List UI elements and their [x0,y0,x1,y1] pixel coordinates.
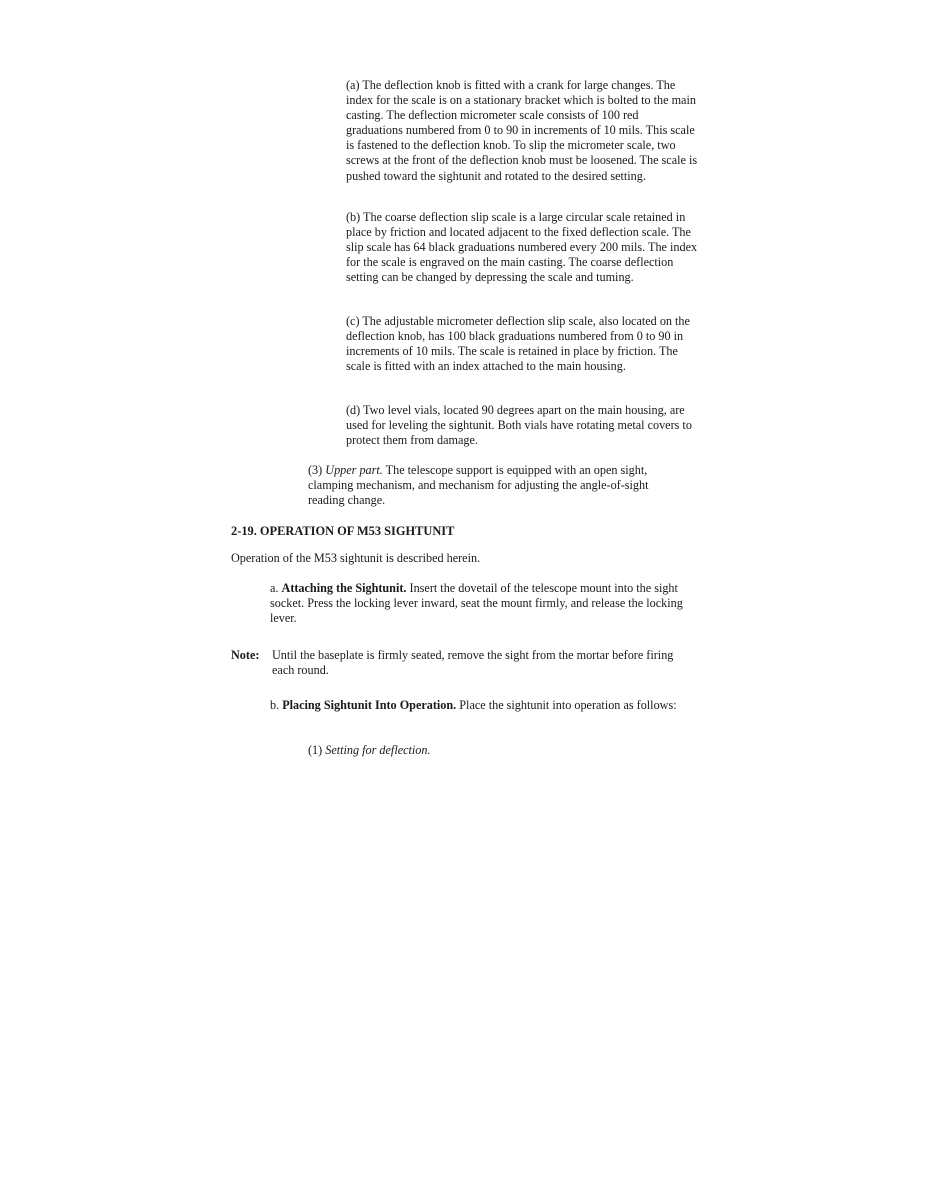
upper-part-number: (3) [308,463,326,477]
step-b-text: Place the sightunit into operation as follows: [456,698,677,712]
section-heading: 2-19. OPERATION OF M53 SIGHTUNIT [231,524,455,538]
paragraph-placing-sightunit [270,698,700,713]
note-label: Note: [231,648,260,662]
upper-part-title: Upper part. [325,463,383,477]
setting-number: (1) [308,743,326,757]
paragraph-attaching-sightunit [270,581,700,626]
upper-part-text: The telescope support is equipped with an open sight, clamping mechanism, and mechanism for adjusting the angle-of-sight reading change. [308,463,649,508]
paragraph-upper-part [308,463,678,508]
paragraph-level-vials: (d) Two level vials, located 90 degrees apart on the main housing, are used for leveling the sightunit. Both vials have rotating metal covers to protect them from damage. [346,403,692,448]
step-b-title: Placing Sightunit Into Operation. [282,698,457,712]
section-intro: Operation of the M53 sightunit is described herein. [231,551,481,565]
step-a-text: Insert the dovetail of the telescope mount into the sight socket. Press the locking lever inward, seat the mount firmly, and release the locking lever. [270,581,683,626]
step-a-title: Attaching the Sightunit. [281,581,407,595]
paragraph-setting-for-deflection [308,743,678,758]
step-a-prefix: a. [270,581,282,595]
paragraph-adjustable-micrometer-slip-scale: (c) The adjustable micrometer deflection slip scale, also located on the deflection knob, has 100 black graduations numbered from 0 to 90 in increments of 10 mils. The scale is retained in place by friction. The scale is fitted with an index attached to the main housing. [346,314,690,374]
setting-title: Setting for deflection. [325,743,431,757]
note-text: Until the baseplate is firmly seated, remove the sight from the mortar before firing each round. [272,648,674,678]
paragraph-deflection-knob: (a) The deflection knob is fitted with a crank for large changes. The index for the scale is on a stationary bracket which is bolted to the main casting. The deflection micrometer scale consists of 100 red graduations numbered from 0 to 90 in increments of 10 mils. This scale is fastened to the deflection knob. To slip the micrometer scale, two screws at the front of the deflection knob must be loosened. The scale is pushed toward the sightunit and rotated to the desired setting. [346,78,698,183]
step-b-prefix: b. [270,698,283,712]
paragraph-coarse-deflection-slip-scale: (b) The coarse deflection slip scale is a large circular scale retained in place by friction and located adjacent to the fixed deflection scale. The slip scale has 64 black graduations numbered every 200 mils. The index for the scale is engraved on the main casting. The coarse deflection setting can be changed by depressing the scale and tuming. [346,210,698,285]
